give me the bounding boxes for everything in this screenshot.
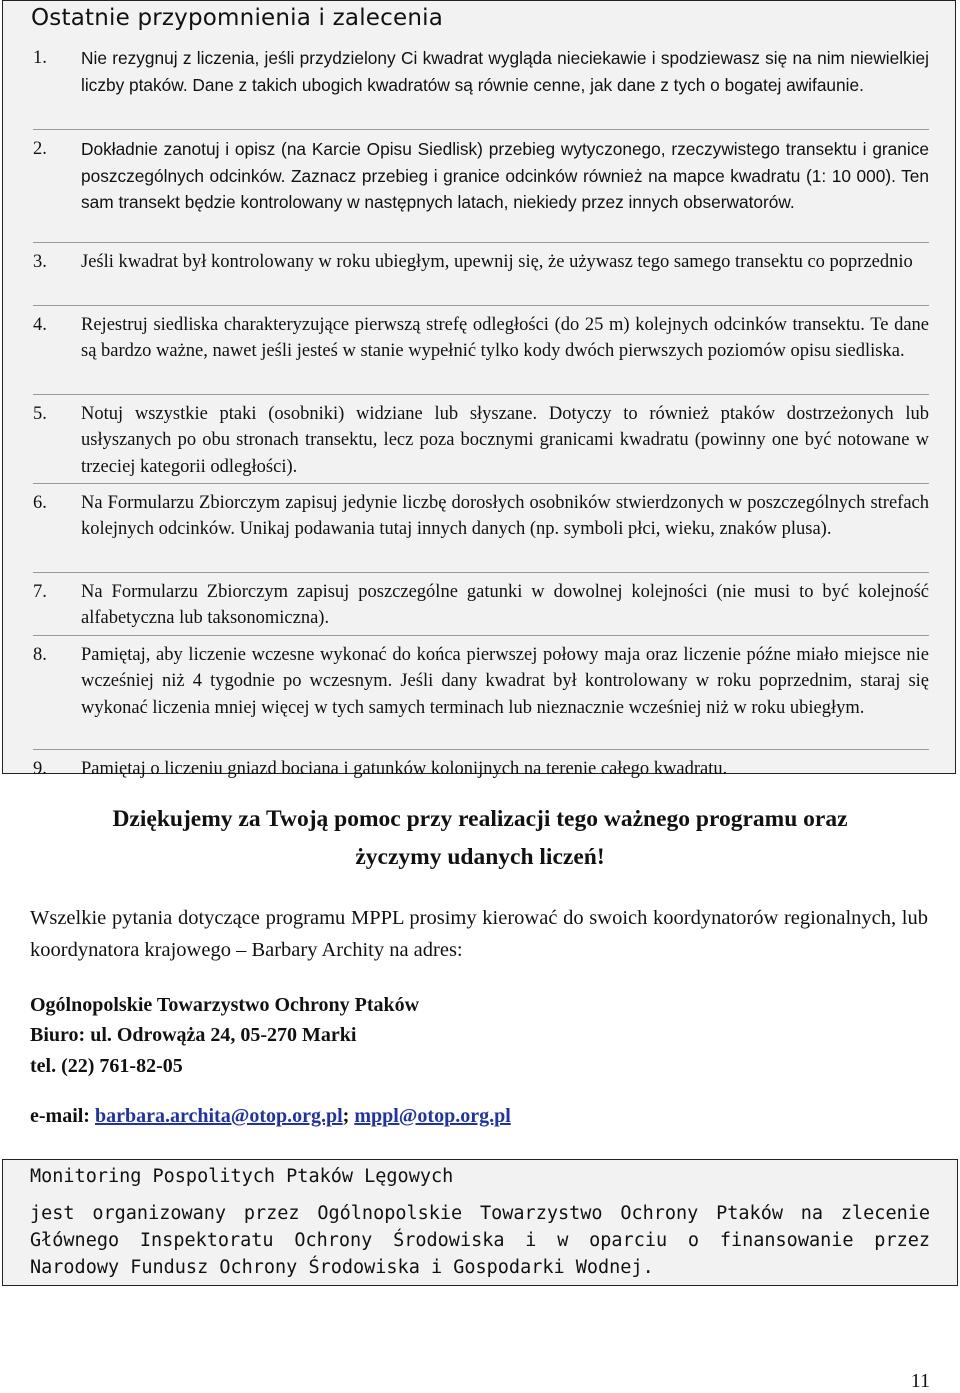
item-text: Dokładnie zanotuj i opisz (na Karcie Opisu Siedlisk) przebieg wytyczonego, rzeczywistego transektu i granice poszczególnych odcinków. Zaznacz przebieg i granice odcinków również na mapce kwadratu (1: 10 000). Ten sam transekt będzie kontrolowany w następnych latach, niekiedy przez innych obserwatorów. bbox=[81, 139, 929, 212]
page-number: 11 bbox=[910, 1370, 930, 1392]
item-number: 9. bbox=[33, 759, 47, 779]
list-item bbox=[33, 395, 929, 484]
item-number: 7. bbox=[33, 582, 47, 602]
list-item bbox=[33, 130, 929, 243]
thank-you-message bbox=[0, 800, 960, 876]
item-number: 3. bbox=[33, 252, 47, 272]
item-text: Jeśli kwadrat był kontrolowany w roku ubiegłym, upewnij się, że używasz tego samego transektu co poprzednio bbox=[81, 252, 913, 272]
program-info-box bbox=[2, 1159, 958, 1286]
item-text: Rejestruj siedliska charakteryzujące pierwszą strefę odległości (do 25 m) kolejnych odcinków transektu. Te dane są bardzo ważne, nawet jeśli jesteś w stanie wypełnić tylko kody dwóch pierwszych poziomów opisu siedliska. bbox=[81, 315, 929, 362]
list-item bbox=[33, 45, 929, 130]
email-separator: ; bbox=[342, 1105, 350, 1127]
program-title: Monitoring Pospolitych Ptaków Lęgowych bbox=[30, 1166, 454, 1187]
item-number: 6. bbox=[33, 493, 47, 513]
item-text: Pamiętaj o liczeniu gniazd bociana i gatunków kolonijnych na terenie całego kwadratu. bbox=[81, 759, 728, 779]
item-text: Nie rezygnuj z liczenia, jeśli przydzielony Ci kwadrat wygląda nieciekawie i spodziewasz się na nim niewielkiej liczby ptaków. Dane z takich ubogich kwadratów są równie cenne, jak dane z tych o bogatej awifaunie. bbox=[81, 48, 929, 95]
program-description: jest organizowany przez Ogólnopolskie Towarzystwo Ochrony Ptaków na zlecenie Głównego Inspektoratu Ochrony Środowiska i w oparciu o finansowanie przez Narodowy Fundusz Ochrony Środowiska i Gospodarki Wodnej. bbox=[30, 1203, 930, 1278]
organization-name: Ogólnopolskie Towarzystwo Ochrony Ptaków bbox=[30, 994, 420, 1016]
thank-you-line-2: życzymy udanych liczeń! bbox=[355, 844, 605, 870]
phone-number: tel. (22) 761-82-05 bbox=[30, 1055, 183, 1077]
questions-paragraph: Wszelkie pytania dotyczące programu MPPL prosimy kierować do swoich koordynatorów regionalnych, lub koordynatora krajowego – Barbary Archity na adres: bbox=[30, 907, 928, 961]
item-text: Pamiętaj, aby liczenie wczesne wykonać do końca pierwszej połowy maja oraz liczenie późne miało miejsce nie wcześniej niż 4 tygodnie po wczesnym. Jeśli dany kwadrat był kontrolowany w roku poprzednim, staraj się wykonać liczenia mniej więcej w tych samych terminach lub nieznacznie wcześniej niż w roku ubiegłym. bbox=[81, 645, 929, 718]
email-line bbox=[30, 1105, 511, 1128]
reminders-title: Ostatnie przypomnienia i zalecenia bbox=[31, 5, 444, 31]
list-item bbox=[33, 306, 929, 395]
email-link-mppl[interactable]: mppl@otop.org.pl bbox=[354, 1105, 511, 1127]
item-text: Na Formularzu Zbiorczym zapisuj jedynie liczbę dorosłych osobników stwierdzonych w poszczególnych strefach kolejnych odcinków. Unikaj podawania tutaj innych danych (np. symboli płci, wieku, znaków plusa). bbox=[81, 493, 929, 540]
list-item bbox=[33, 573, 929, 636]
item-number: 8. bbox=[33, 645, 47, 665]
email-label: e-mail: bbox=[30, 1105, 90, 1127]
email-link-archita[interactable]: barbara.archita@otop.org.pl bbox=[94, 1105, 343, 1127]
item-number: 5. bbox=[33, 404, 47, 424]
office-address: Biuro: ul. Odrowąża 24, 05-270 Marki bbox=[30, 1024, 357, 1046]
list-item bbox=[33, 243, 929, 306]
list-item bbox=[33, 750, 929, 784]
item-number: 2. bbox=[33, 139, 47, 159]
thank-you-line-1: Dziękujemy za Twoją pomoc przy realizacji tego ważnego programu oraz bbox=[112, 806, 848, 832]
item-number: 4. bbox=[33, 315, 47, 335]
reminders-box bbox=[2, 0, 956, 779]
reminders-list bbox=[3, 45, 957, 784]
item-number: 1. bbox=[33, 48, 47, 68]
list-item bbox=[33, 484, 929, 573]
item-text: Notuj wszystkie ptaki (osobniki) widziane lub słyszane. Dotyczy to również ptaków dostrzeżonych lub usłyszanych po obu stronach transektu, lecz poza bocznymi granicami kwadratu (powinny one być notowane w trzeciej kategorii odległości). bbox=[81, 404, 929, 477]
list-item bbox=[33, 636, 929, 750]
item-text: Na Formularzu Zbiorczym zapisuj poszczególne gatunki w dowolnej kolejności (nie musi to być kolejność alfabetyczna lub taksonomiczna). bbox=[81, 582, 929, 629]
